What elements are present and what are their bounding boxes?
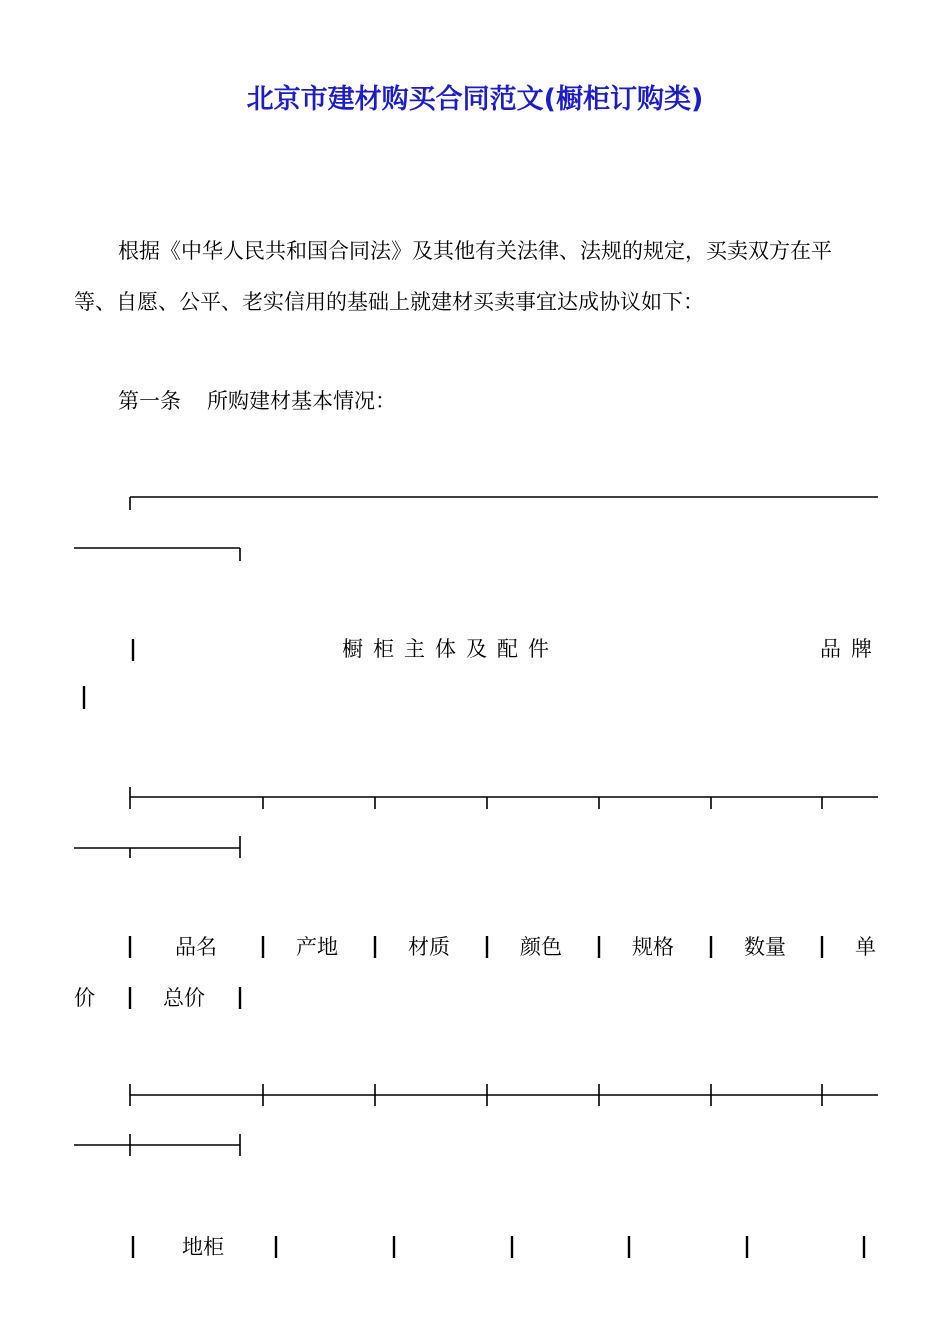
table-section-header: 橱柜主体及配件 [342,637,559,661]
intro-paragraph-line-1: 根据《中华人民共和国合同法》及其他有关法律、法规的规定，买卖双方在平 [118,239,832,263]
column-header-origin: 产地 [296,935,338,959]
intro-paragraph-line-2: 等、自愿、公平、老实信用的基础上就建材买卖事宜达成协议如下： [74,290,704,314]
article-1-text: 所购建材基本情况： [207,389,396,413]
column-header-spec: 规格 [632,935,674,959]
table-brand-label: 品牌 [820,637,882,661]
column-header-material: 材质 [408,935,450,959]
column-header-unit-price-part-2: 价 [74,986,95,1010]
column-header-name: 品名 [175,935,217,959]
column-header-total-price: 总价 [163,986,205,1010]
column-header-unit-price-part-1: 单 [855,935,876,959]
column-header-color: 颜色 [520,935,562,959]
column-header-quantity: 数量 [744,935,786,959]
document-title: 北京市建材购买合同范文(橱柜订购类) [246,84,704,115]
article-1-label: 第一条 [118,389,181,413]
table-row-label: 地柜 [182,1235,224,1259]
